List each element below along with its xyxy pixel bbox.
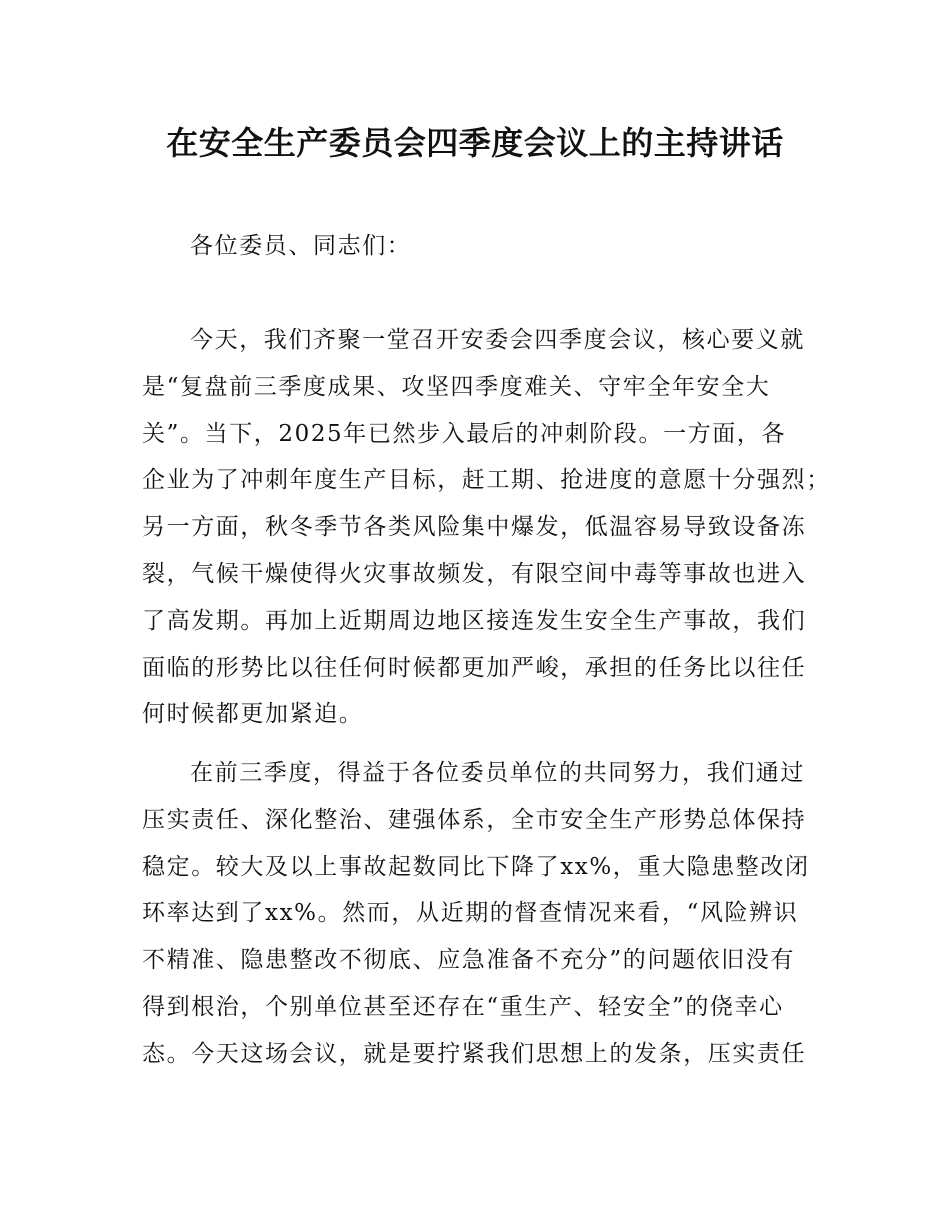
page-title: 在安全生产委员会四季度会议上的主持讲话: [166, 124, 784, 162]
text-line: 今天，我们齐聚一堂召开安委会四季度会议，核心要义就: [190, 327, 805, 353]
text-line: 环率达到了xx%。然而，从近期的督查情况来看，“风险辨识: [142, 900, 799, 927]
text-line: 得到根治，个别单位甚至还存在“重生产、轻安全”的侥幸心: [142, 993, 784, 1020]
salutation-paragraph: [142, 223, 822, 270]
text-line: 在前三季度，得益于各位委员单位的共同努力，我们通过: [190, 760, 805, 786]
text-line: 另一方面，秋冬季节各类风险集中爆发，低温容易导致设备冻: [142, 514, 807, 541]
text-line: 裂，气候干燥使得火灾事故频发，有限空间中毒等事故也进入: [142, 560, 807, 587]
salutation: 各位委员、同志们：: [190, 233, 412, 259]
text-line: 是“复盘前三季度成果、攻坚四季度难关、守牢全年安全大: [142, 373, 771, 400]
text-line: 不精准、隐患整改不彻底、应急准备不充分”的问题依旧没有: [142, 947, 795, 974]
text-line: 了高发期。再加上近期周边地区接连发生安全生产事故，我们: [142, 607, 807, 634]
text-line: 态。今天这场会议，就是要拧紧我们思想上的发条，压实责任: [142, 1040, 807, 1067]
text-line: 关”。当下，2025年已然步入最后的冲刺阶段。一方面，各: [142, 420, 787, 447]
text-line: 面临的形势比以往任何时候都更加严峻，承担的任务比以往任: [142, 654, 807, 681]
paragraph-2: [142, 750, 822, 1078]
text-line: 稳定。较大及以上事故起数同比下降了xx%，重大隐患整改闭: [142, 853, 810, 880]
text-line: 何时候都更加紧迫。: [142, 701, 364, 728]
text-line: 压实责任、深化整治、建强体系，全市安全生产形势总体保持: [142, 806, 807, 833]
paragraph-1: [142, 317, 831, 738]
text-line: 企业为了冲刺年度生产目标，赶工期、抢进度的意愿十分强烈；: [142, 467, 831, 494]
